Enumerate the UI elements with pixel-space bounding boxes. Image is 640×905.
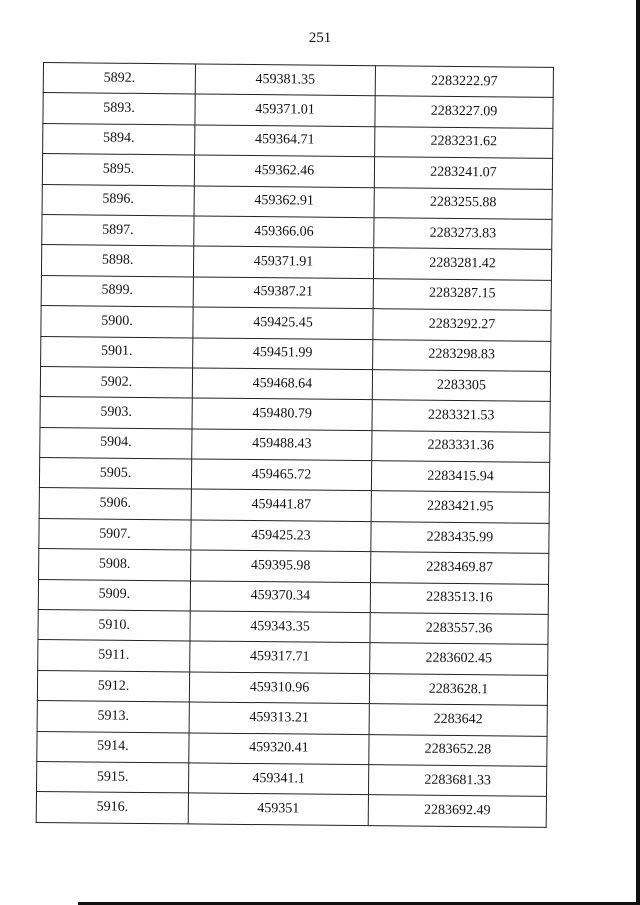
x-coordinate-cell: 459310.96: [189, 672, 369, 704]
point-number-cell: 5896.: [42, 184, 194, 216]
x-coordinate-cell: 459451.99: [193, 337, 373, 369]
table-row: [40, 397, 550, 432]
y-coordinate-cell: 2283287.15: [373, 278, 551, 310]
point-number-cell: 5904.: [40, 427, 192, 459]
table-row: [38, 579, 548, 614]
x-coordinate-cell: 459364.71: [195, 125, 375, 157]
point-number-cell: 5911.: [38, 640, 190, 672]
x-coordinate-cell: 459317.71: [190, 641, 370, 673]
y-coordinate-cell: 2283331.36: [372, 430, 550, 462]
x-coordinate-cell: 459425.45: [193, 307, 373, 339]
table-row: [37, 670, 547, 705]
y-coordinate-cell: 2283642: [369, 704, 547, 736]
table-row: [36, 792, 546, 827]
x-coordinate-cell: 459362.46: [194, 155, 374, 187]
table-row: [43, 63, 553, 98]
point-number-cell: 5902.: [40, 366, 192, 398]
y-coordinate-cell: 2283273.83: [374, 218, 552, 250]
table-row: [39, 458, 549, 493]
x-coordinate-cell: 459465.72: [191, 459, 371, 491]
x-coordinate-cell: 459441.87: [191, 489, 371, 521]
y-coordinate-cell: 2283305: [372, 370, 550, 402]
y-coordinate-cell: 2283321.53: [372, 400, 550, 432]
y-coordinate-cell: 2283231.62: [375, 126, 553, 158]
coordinates-table: [36, 62, 554, 828]
x-coordinate-cell: 459370.34: [190, 581, 370, 613]
point-number-cell: 5901.: [41, 336, 193, 368]
y-coordinate-cell: 2283692.49: [368, 795, 546, 827]
table-row: [41, 245, 551, 280]
point-number-cell: 5909.: [38, 579, 190, 611]
x-coordinate-cell: 459343.35: [190, 611, 370, 643]
x-coordinate-cell: 459425.23: [191, 520, 371, 552]
y-coordinate-cell: 2283292.27: [373, 309, 551, 341]
table-row: [38, 640, 548, 675]
x-coordinate-cell: 459395.98: [191, 550, 371, 582]
table-row: [41, 275, 551, 310]
point-number-cell: 5915.: [36, 761, 188, 793]
y-coordinate-cell: 2283435.99: [371, 522, 549, 554]
x-coordinate-cell: 459320.41: [189, 733, 369, 765]
x-coordinate-cell: 459480.79: [192, 398, 372, 430]
point-number-cell: 5914.: [37, 731, 189, 763]
point-number-cell: 5900.: [41, 306, 193, 338]
table-row: [43, 93, 553, 128]
table-row: [36, 761, 546, 796]
table-row: [41, 306, 551, 341]
point-number-cell: 5903.: [40, 397, 192, 429]
point-number-cell: 5895.: [42, 154, 194, 186]
y-coordinate-cell: 2283415.94: [371, 461, 549, 493]
point-number-cell: 5892.: [43, 63, 195, 95]
point-number-cell: 5912.: [37, 670, 189, 702]
table-row: [43, 123, 553, 158]
x-coordinate-cell: 459366.06: [194, 216, 374, 248]
coordinates-table-container: [36, 62, 554, 828]
x-coordinate-cell: 459488.43: [192, 429, 372, 461]
scan-right-edge: [636, 0, 640, 905]
table-row: [40, 427, 550, 462]
y-coordinate-cell: 2283227.09: [375, 96, 553, 128]
table-row: [39, 488, 549, 523]
y-coordinate-cell: 2283421.95: [371, 491, 549, 523]
table-row: [41, 336, 551, 371]
x-coordinate-cell: 459387.21: [193, 277, 373, 309]
y-coordinate-cell: 2283602.45: [370, 643, 548, 675]
table-row: [38, 610, 548, 645]
x-coordinate-cell: 459341.1: [188, 763, 368, 795]
table-row: [42, 214, 552, 249]
x-coordinate-cell: 459351: [188, 793, 368, 825]
point-number-cell: 5898.: [41, 245, 193, 277]
y-coordinate-cell: 2283469.87: [371, 552, 549, 584]
point-number-cell: 5905.: [39, 458, 191, 490]
y-coordinate-cell: 2283513.16: [370, 582, 548, 614]
point-number-cell: 5916.: [36, 792, 188, 824]
table-row: [42, 154, 552, 189]
y-coordinate-cell: 2283681.33: [368, 765, 546, 797]
coordinates-table-body: [36, 63, 553, 828]
y-coordinate-cell: 2283255.88: [374, 187, 552, 219]
y-coordinate-cell: 2283298.83: [373, 339, 551, 371]
point-number-cell: 5894.: [43, 123, 195, 155]
y-coordinate-cell: 2283652.28: [369, 734, 547, 766]
point-number-cell: 5907.: [39, 518, 191, 550]
point-number-cell: 5913.: [37, 701, 189, 733]
point-number-cell: 5893.: [43, 93, 195, 125]
table-row: [37, 731, 547, 766]
x-coordinate-cell: 459468.64: [192, 368, 372, 400]
y-coordinate-cell: 2283222.97: [375, 66, 553, 98]
page-number: 251: [308, 30, 332, 46]
point-number-cell: 5906.: [39, 488, 191, 520]
table-row: [37, 701, 547, 736]
x-coordinate-cell: 459371.01: [195, 94, 375, 126]
table-row: [42, 184, 552, 219]
x-coordinate-cell: 459381.35: [195, 64, 375, 96]
x-coordinate-cell: 459371.91: [193, 246, 373, 278]
point-number-cell: 5908.: [39, 549, 191, 581]
table-row: [39, 518, 549, 553]
point-number-cell: 5899.: [41, 275, 193, 307]
table-row: [40, 366, 550, 401]
y-coordinate-cell: 2283628.1: [369, 673, 547, 705]
y-coordinate-cell: 2283557.36: [370, 613, 548, 645]
point-number-cell: 5897.: [42, 214, 194, 246]
x-coordinate-cell: 459362.91: [194, 186, 374, 218]
table-row: [39, 549, 549, 584]
point-number-cell: 5910.: [38, 610, 190, 642]
y-coordinate-cell: 2283241.07: [374, 157, 552, 189]
x-coordinate-cell: 459313.21: [189, 702, 369, 734]
y-coordinate-cell: 2283281.42: [373, 248, 551, 280]
